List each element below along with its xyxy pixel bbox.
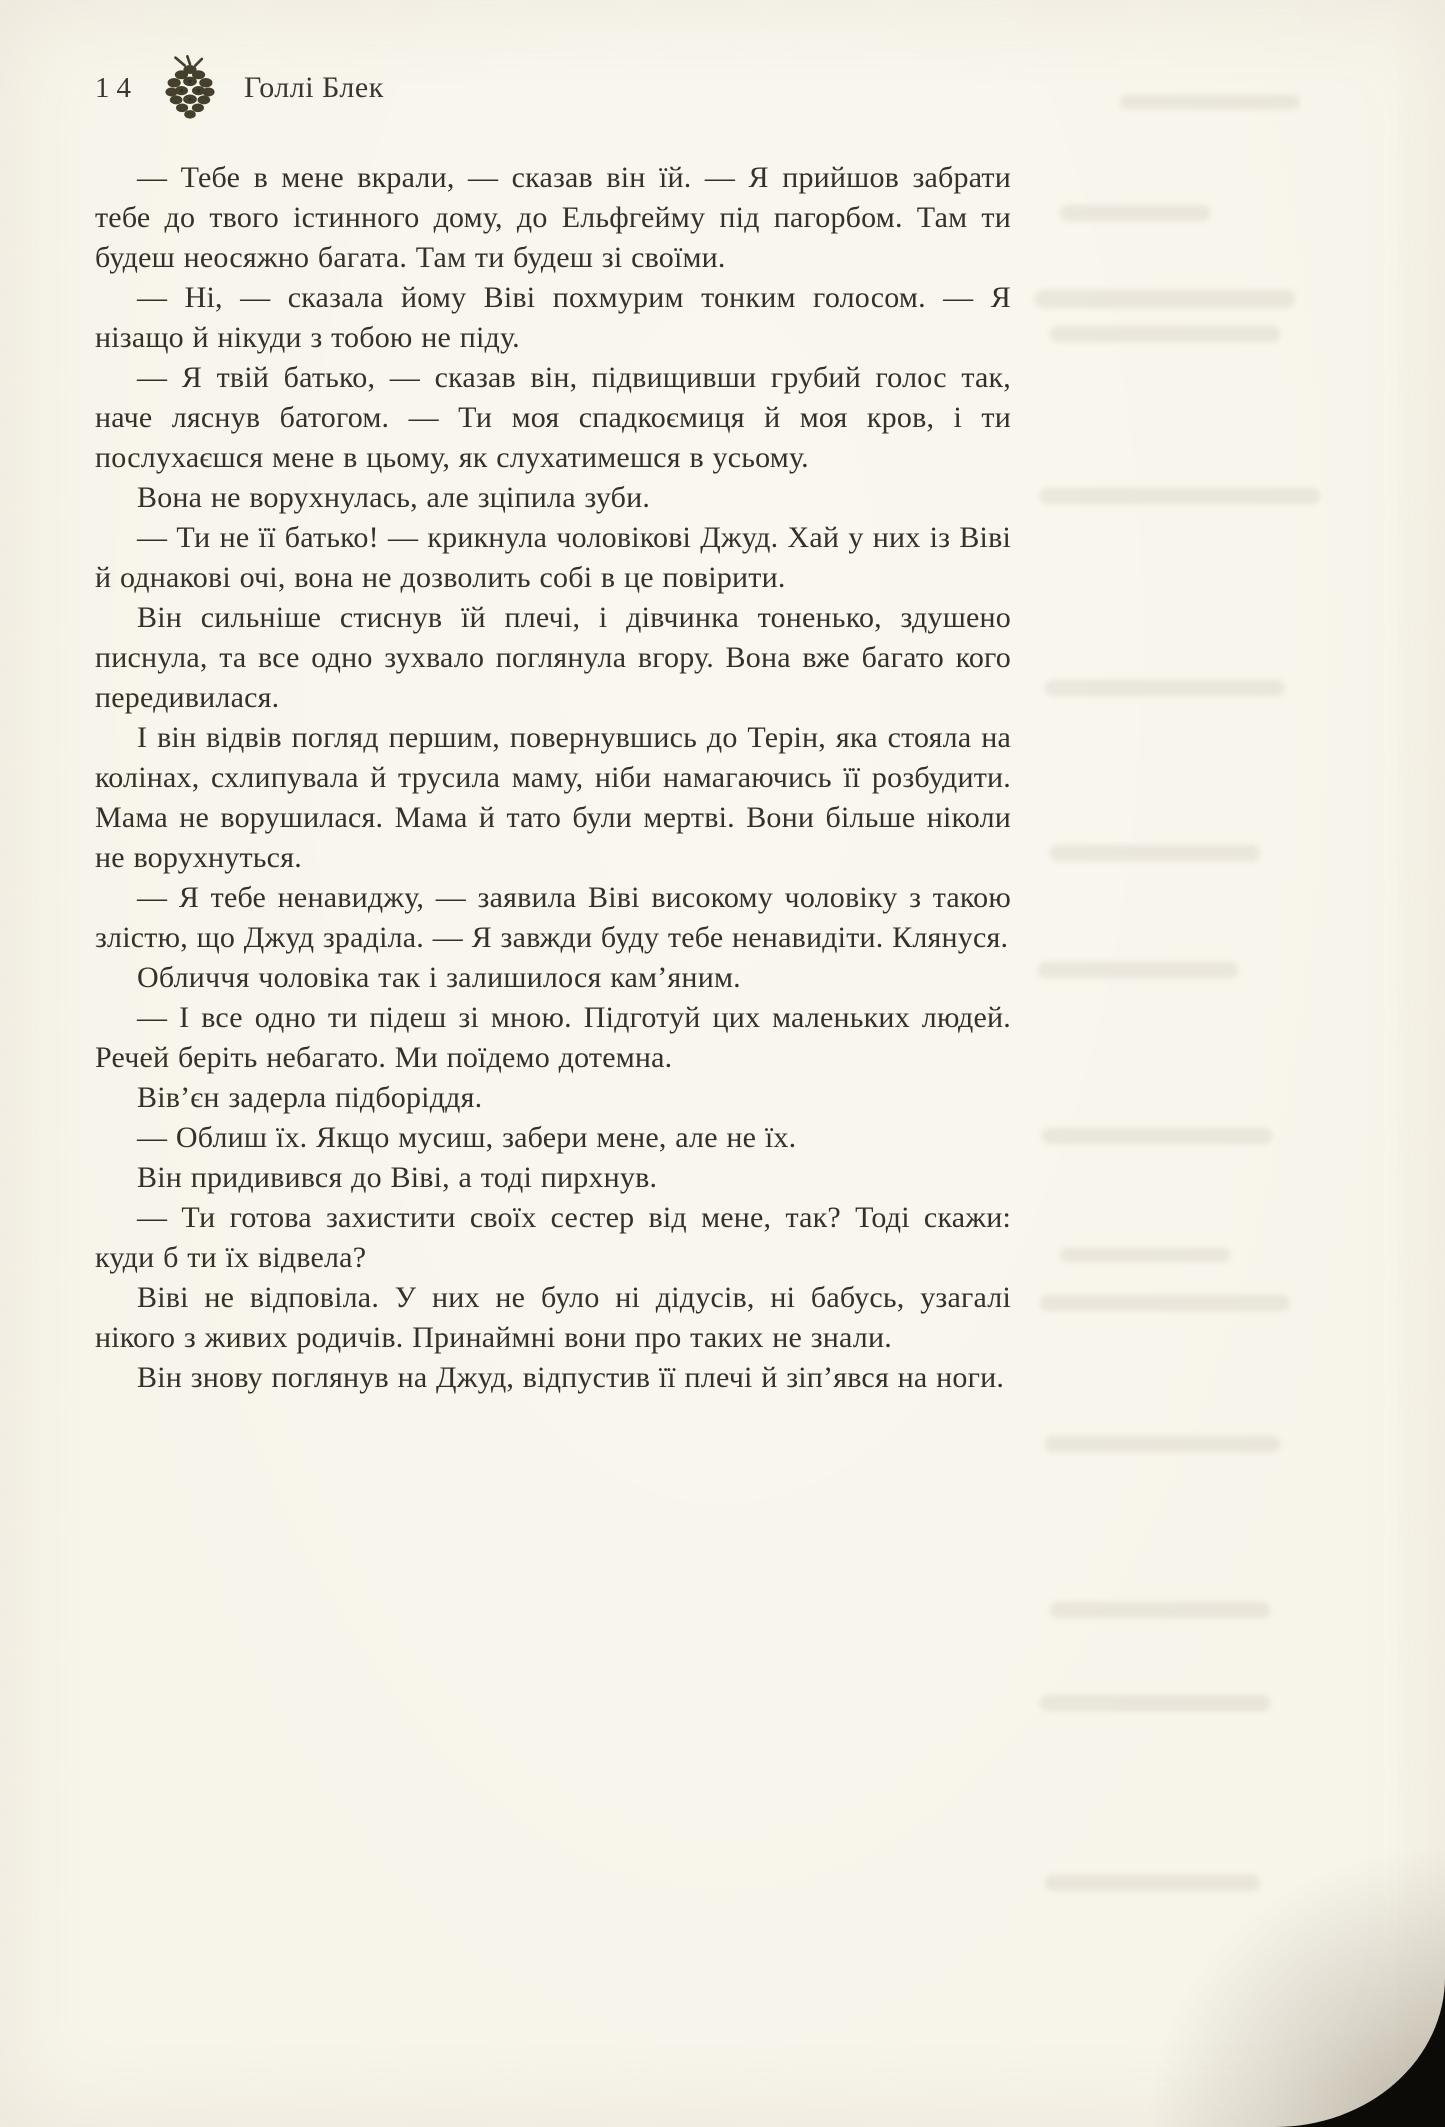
paragraph: Він придивився до Віві, а тоді пирхнув. [137,1161,658,1194]
paragraph: — І все одно ти підеш зі мною. Підготуй цих маленьких людей. Речей беріть небагато. Ми поїдемо дотемна. [95,1001,1011,1074]
pinecone-icon [158,55,222,121]
paragraph: Він знову поглянув на Джуд, відпустив її плечі й зіп’явся на ноги. [137,1361,1005,1394]
page-header [95,52,384,124]
paragraph: — Облиш їх. Якщо мусиш, забери мене, але не їх. [137,1121,797,1154]
paragraph: — Ти готова захистити своїх сестер від мене, так? Тоді скажи: куди б ти їх відвела? [95,1201,1011,1274]
paragraph: Вона не ворухнулась, але зціпила зуби. [137,481,651,514]
paragraph: — Тебе в мене вкрали, — сказав він їй. — Я прийшов забрати тебе до твого істинного дому, до Ельфгейму під пагорбом. Там ти будеш неосяжно багата. Там ти будеш зі своїми. [95,161,1011,274]
paragraph: Обличчя чоловіка так і залишилося кам’яним. [137,961,741,994]
running-head-author: Голлі Блек [244,71,384,104]
paragraph: Вів’єн задерла підборіддя. [137,1081,483,1114]
page-number: 14 [95,71,138,104]
paragraph: — Ти не її батько! — крикнула чоловікові Джуд. Хай у них із Віві й однакові очі, вона не дозволить собі в це повірити. [95,521,1011,594]
paragraph: — Я тебе ненавиджу, — заявила Віві високому чоловіку з такою злістю, що Джуд зраділа. — Я завжди буду тебе ненавидіти. Клянуся. [95,881,1011,954]
paragraph: Він сильніше стиснув їй плечі, і дівчинка тоненько, здушено писнула, та все одно зухвало поглянула вгору. Вона вже багато кого передивилася. [95,601,1011,714]
paragraph: — Ні, — сказала йому Віві похмурим тонким голосом. — Я нізащо й нікуди з тобою не піду. [95,281,1011,354]
paragraph: Віві не відповіла. У них не було ні дідусів, ні бабусь, узагалі нікого з живих родичів. Принаймні вони про таких не знали. [95,1281,1011,1354]
paragraph: І він відвів погляд першим, повернувшись до Терін, яка стояла на колінах, схлипувала й трусила маму, ніби намагаючись її розбудити. Мама не ворушилася. Мама й тато були мертві. Вони більше ніколи не ворухнуться. [95,721,1011,874]
paragraph: — Я твій батько, — сказав він, підвищивши грубий голос так, наче ляснув батогом. — Ти моя спадкоємиця й моя кров, і ти послухаєшся мене в цьому, як слухатимешся в усьому. [95,361,1011,474]
body-text [95,158,1011,1398]
